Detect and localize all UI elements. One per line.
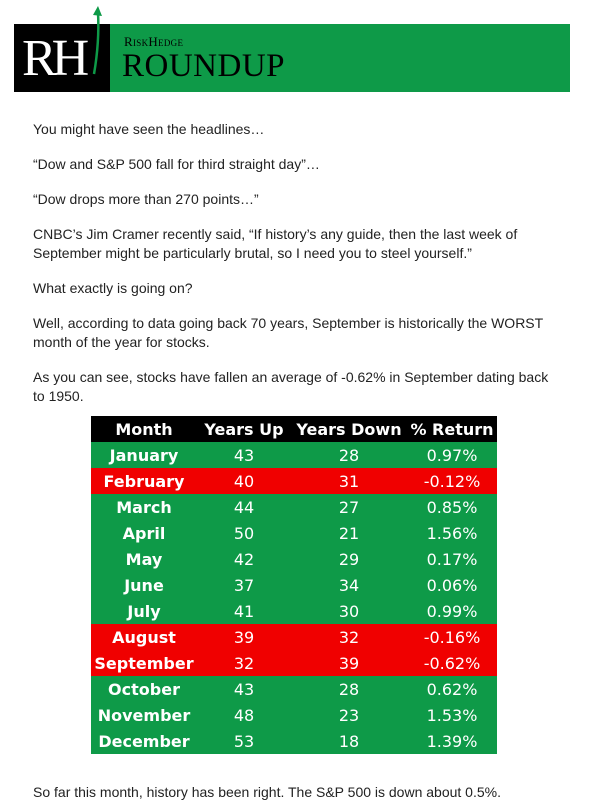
years-up-cell: 50	[197, 520, 291, 546]
month-cell: July	[91, 598, 197, 624]
years-up-cell: 37	[197, 572, 291, 598]
paragraph: You might have seen the headlines…	[33, 121, 265, 137]
return-cell: 1.56%	[407, 520, 497, 546]
years-down-cell: 39	[291, 650, 407, 676]
years-up-cell: 39	[197, 624, 291, 650]
month-cell: October	[91, 676, 197, 702]
return-cell: 0.17%	[407, 546, 497, 572]
paragraph: Well, according to data going back 70 years, September is historically the WORST month of the year for stocks.	[33, 315, 543, 350]
years-down-cell: 31	[291, 468, 407, 494]
article-body	[33, 120, 553, 422]
years-up-cell: 44	[197, 494, 291, 520]
years-up-cell: 41	[197, 598, 291, 624]
table-header-row	[91, 416, 497, 442]
return-cell: 0.85%	[407, 494, 497, 520]
month-cell: September	[91, 650, 197, 676]
table-row	[91, 468, 497, 494]
seasonality-table	[91, 416, 497, 754]
paragraph: CNBC’s Jim Cramer recently said, “If history’s any guide, then the last week of September might be particularly brutal, so I need you to steel yourself.”	[33, 226, 518, 261]
table-row	[91, 546, 497, 572]
years-up-cell: 43	[197, 442, 291, 468]
paragraph: “Dow and S&P 500 fall for third straight day”…	[33, 156, 320, 172]
years-up-cell: 48	[197, 702, 291, 728]
years-down-cell: 28	[291, 676, 407, 702]
years-down-cell: 34	[291, 572, 407, 598]
table-row	[91, 650, 497, 676]
return-cell: -0.62%	[407, 650, 497, 676]
years-down-cell: 29	[291, 546, 407, 572]
column-header: Month	[91, 416, 197, 442]
table-row	[91, 624, 497, 650]
brand-name: RiskHedge	[124, 34, 184, 49]
return-cell: 1.39%	[407, 728, 497, 754]
years-down-cell: 27	[291, 494, 407, 520]
arrow-up-icon	[86, 6, 106, 76]
table-row	[91, 676, 497, 702]
table-row	[91, 494, 497, 520]
return-cell: 0.06%	[407, 572, 497, 598]
month-cell: April	[91, 520, 197, 546]
table-row	[91, 442, 497, 468]
years-up-cell: 53	[197, 728, 291, 754]
years-down-cell: 18	[291, 728, 407, 754]
month-cell: January	[91, 442, 197, 468]
table-row	[91, 702, 497, 728]
years-up-cell: 42	[197, 546, 291, 572]
paragraph: As you can see, stocks have fallen an average of -0.62% in September dating back to 1950.	[33, 369, 549, 404]
month-cell: August	[91, 624, 197, 650]
years-down-cell: 23	[291, 702, 407, 728]
month-cell: June	[91, 572, 197, 598]
month-cell: December	[91, 728, 197, 754]
table-row	[91, 520, 497, 546]
month-cell: March	[91, 494, 197, 520]
return-cell: -0.12%	[407, 468, 497, 494]
column-header: % Return	[407, 416, 497, 442]
return-cell: 0.62%	[407, 676, 497, 702]
return-cell: 0.99%	[407, 598, 497, 624]
column-header: Years Up	[197, 416, 291, 442]
table-row	[91, 572, 497, 598]
years-up-cell: 43	[197, 676, 291, 702]
return-cell: -0.16%	[407, 624, 497, 650]
logo-letters: RH	[22, 30, 85, 87]
newsletter-title: ROUNDUP	[122, 48, 286, 84]
table-row	[91, 598, 497, 624]
paragraph: “Dow drops more than 270 points…”	[33, 191, 259, 207]
table-row	[91, 728, 497, 754]
return-cell: 0.97%	[407, 442, 497, 468]
years-down-cell: 30	[291, 598, 407, 624]
years-up-cell: 40	[197, 468, 291, 494]
paragraph: What exactly is going on?	[33, 280, 193, 296]
header-banner	[14, 24, 570, 92]
years-down-cell: 32	[291, 624, 407, 650]
years-down-cell: 21	[291, 520, 407, 546]
month-cell: November	[91, 702, 197, 728]
closing-paragraph: So far this month, history has been right. The S&P 500 is down about 0.5%.	[33, 784, 501, 800]
month-cell: February	[91, 468, 197, 494]
years-down-cell: 28	[291, 442, 407, 468]
month-cell: May	[91, 546, 197, 572]
years-up-cell: 32	[197, 650, 291, 676]
column-header: Years Down	[291, 416, 407, 442]
return-cell: 1.53%	[407, 702, 497, 728]
